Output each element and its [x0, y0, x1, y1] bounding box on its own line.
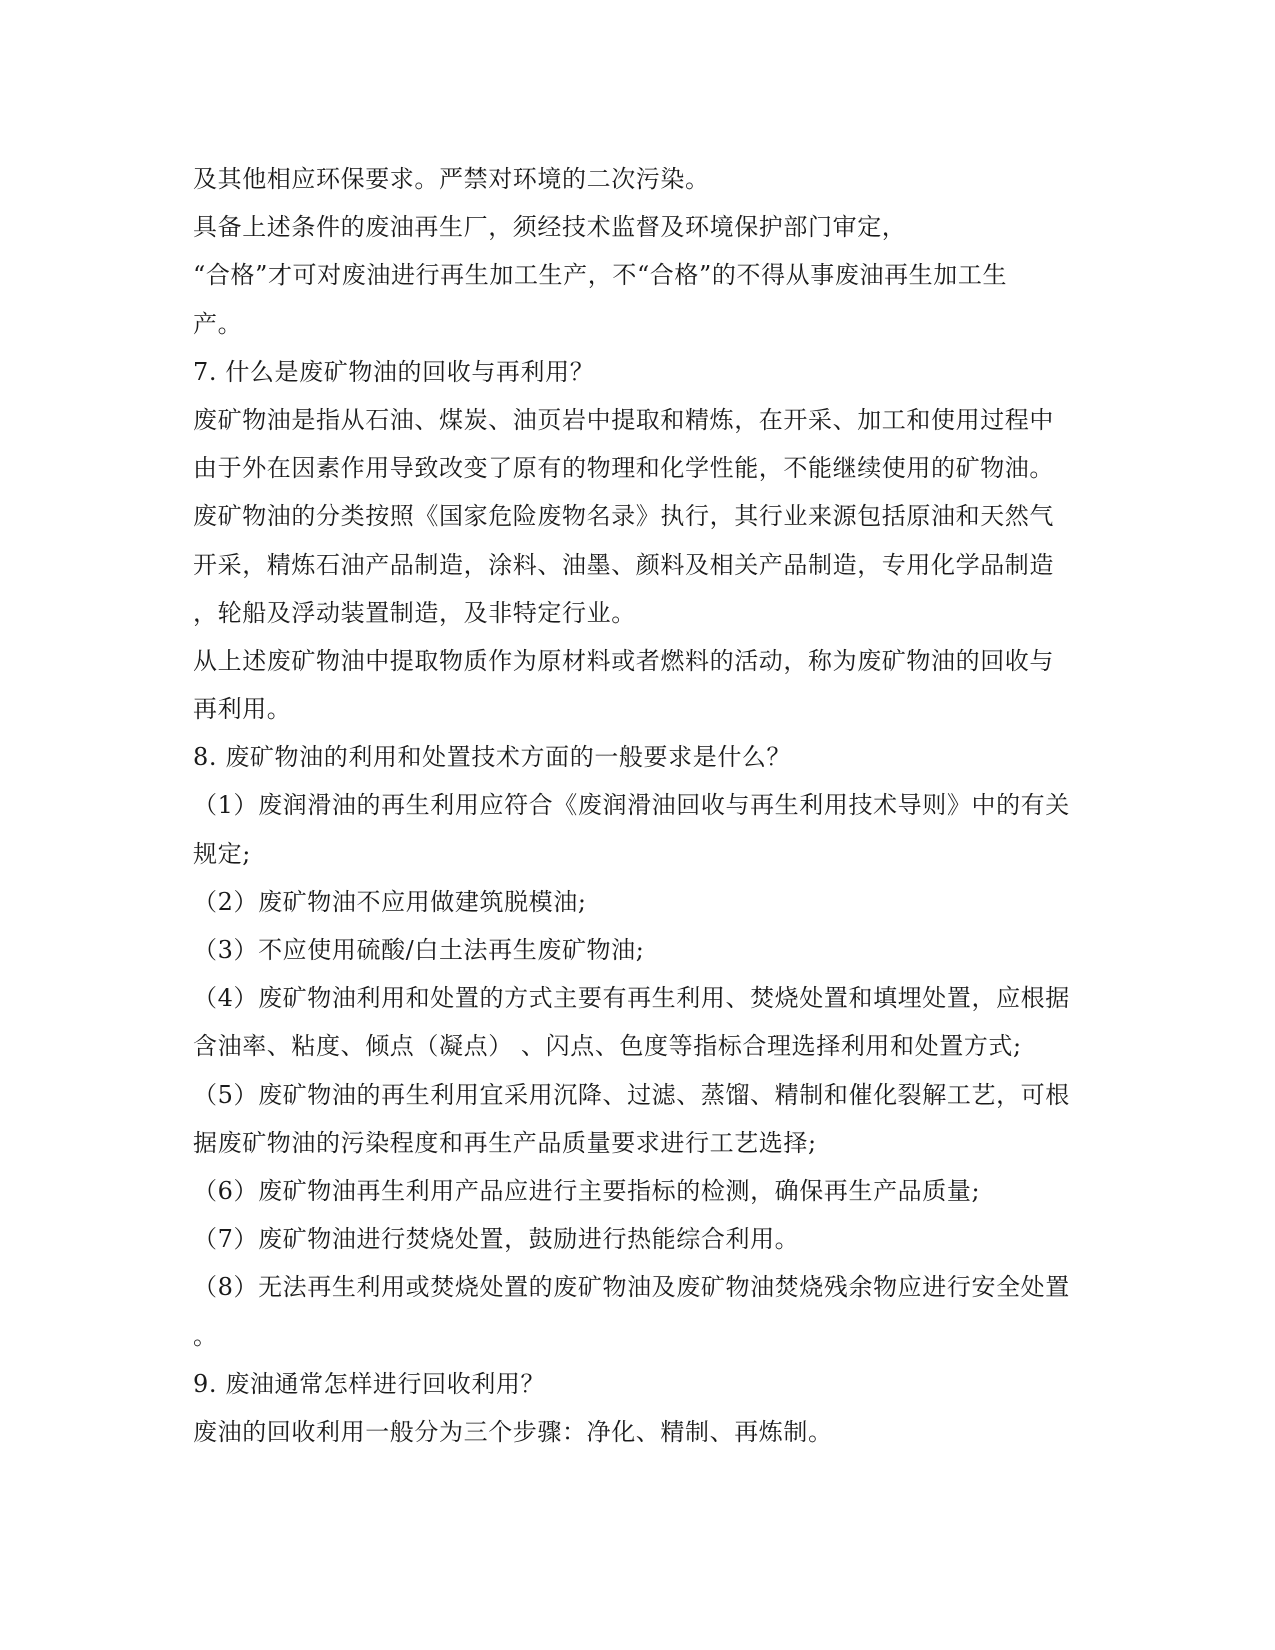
text-line: 产。	[193, 309, 243, 338]
text-line: “合格”才可对废油进行再生加工生产，不“合格”的不得从事废油再生加工生	[193, 261, 1008, 290]
text-line: 含油率、粘度、倾点（凝点） 、闪点、色度等指标合理选择利用和处置方式;	[193, 1032, 1022, 1061]
text-line: 规定;	[193, 839, 251, 868]
text-line: 从上述废矿物油中提取物质作为原材料或者燃料的活动，称为废矿物油的回收与	[193, 646, 1054, 675]
list-item-1: （1）废润滑油的再生利用应符合《废润滑油回收与再生利用技术导则》中的有关	[193, 791, 1070, 820]
question-heading-9: 9. 废油通常怎样进行回收利用？	[193, 1369, 546, 1398]
text-line: 由于外在因素作用导致改变了原有的物理和化学性能，不能继续使用的矿物油。	[193, 454, 1054, 483]
text-line: 据废矿物油的污染程度和再生产品质量要求进行工艺选择;	[193, 1128, 817, 1157]
list-item-3: （3）不应使用硫酸/白土法再生废矿物油;	[193, 936, 645, 964]
text-line: 废油的回收利用一般分为三个步骤：净化、精制、再炼制。	[193, 1417, 833, 1446]
document-body	[193, 155, 1093, 1456]
text-line: ，轮船及浮动装置制造，及非特定行业。	[193, 598, 636, 627]
text-line: 开采，精炼石油产品制造，涂料、油墨、颜料及相关产品制造，专用化学品制造	[193, 550, 1054, 579]
list-item-7: （7）废矿物油进行焚烧处置，鼓励进行热能综合利用。	[193, 1225, 800, 1254]
text-line: 。	[193, 1321, 218, 1350]
list-item-6: （6）废矿物油再生利用产品应进行主要指标的检测，确保再生产品质量;	[193, 1176, 981, 1205]
list-item-5: （5）废矿物油的再生利用宜采用沉降、过滤、蒸馏、精制和催化裂解工艺，可根	[193, 1080, 1070, 1109]
list-item-2: （2）废矿物油不应用做建筑脱模油;	[193, 887, 587, 916]
text-line: 及其他相应环保要求。严禁对环境的二次污染。	[193, 165, 710, 193]
question-heading-8: 8. 废矿物油的利用和处置技术方面的一般要求是什么？	[193, 743, 792, 772]
text-line: 废矿物油是指从石油、煤炭、油页岩中提取和精炼，在开采、加工和使用过程中	[193, 405, 1054, 434]
text-line: 再利用。	[193, 695, 292, 724]
list-item-8: （8）无法再生利用或焚烧处置的废矿物油及废矿物油焚烧残余物应进行安全处置	[193, 1273, 1070, 1302]
text-line: 废矿物油的分类按照《国家危险废物名录》执行，其行业来源包括原油和天然气	[193, 502, 1054, 531]
question-heading-7: 7. 什么是废矿物油的回收与再利用？	[193, 357, 595, 386]
text-line: 具备上述条件的废油再生厂，须经技术监督及环境保护部门审定，	[193, 213, 907, 242]
list-item-4: （4）废矿物油利用和处置的方式主要有再生利用、焚烧处置和填埋处置，应根据	[193, 984, 1070, 1013]
